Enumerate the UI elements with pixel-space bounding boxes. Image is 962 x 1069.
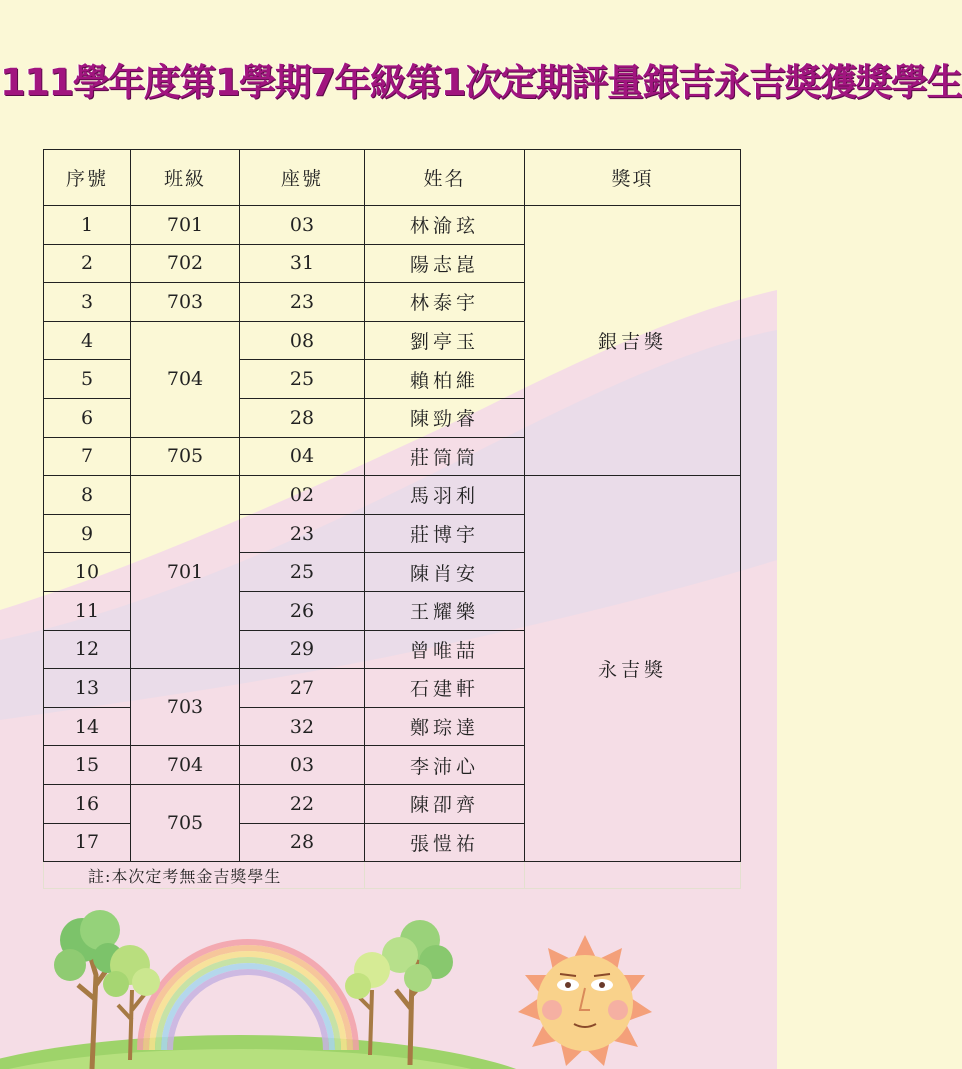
name-cell: 陳卲齊: [365, 784, 525, 823]
name-cell: 陳勁睿: [365, 398, 525, 437]
award-cell-silver: 銀吉獎: [525, 206, 741, 476]
name-cell: 李沛心: [365, 746, 525, 785]
class-cell: 701: [131, 206, 240, 245]
table-row: [44, 206, 741, 245]
award-cell-forever: 永吉獎: [525, 476, 741, 862]
seat-cell: 22: [240, 784, 365, 823]
note-blank-cell: [525, 862, 741, 889]
name-cell: 林泰宇: [365, 283, 525, 322]
name-cell: 鄭琮達: [365, 707, 525, 746]
class-cell: 701: [131, 476, 240, 669]
header-name: 姓名: [365, 150, 525, 206]
award-table: [43, 149, 741, 889]
name-cell: 王耀樂: [365, 591, 525, 630]
header-seq: 序號: [44, 150, 131, 206]
class-cell: 705: [131, 784, 240, 861]
class-cell: 705: [131, 437, 240, 476]
seq-cell: 8: [44, 476, 131, 515]
note-text: 註:本次定考無金吉獎學生: [44, 862, 365, 889]
seat-cell: 27: [240, 669, 365, 708]
class-cell: 704: [131, 321, 240, 437]
seat-cell: 23: [240, 514, 365, 553]
seat-cell: 25: [240, 360, 365, 399]
seq-cell: 13: [44, 669, 131, 708]
name-cell: 張愷祐: [365, 823, 525, 862]
seq-cell: 17: [44, 823, 131, 862]
name-cell: 林渝玹: [365, 206, 525, 245]
seat-cell: 25: [240, 553, 365, 592]
name-cell: 曾唯喆: [365, 630, 525, 669]
note-blank-cell: [365, 862, 525, 889]
seq-cell: 12: [44, 630, 131, 669]
header-award: 獎項: [525, 150, 741, 206]
seat-cell: 08: [240, 321, 365, 360]
header-seat: 座號: [240, 150, 365, 206]
seq-cell: 14: [44, 707, 131, 746]
seat-cell: 23: [240, 283, 365, 322]
seat-cell: 02: [240, 476, 365, 515]
header-class: 班級: [131, 150, 240, 206]
name-cell: 陽志崑: [365, 244, 525, 283]
name-cell: 石建軒: [365, 669, 525, 708]
class-cell: 702: [131, 244, 240, 283]
name-cell: 莊筒筒: [365, 437, 525, 476]
seq-cell: 15: [44, 746, 131, 785]
name-cell: 賴柏維: [365, 360, 525, 399]
class-cell: 703: [131, 283, 240, 322]
seat-cell: 28: [240, 823, 365, 862]
page-title: 111學年度第1學期7年級第1次定期評量銀吉永吉獎獲獎學生: [0, 61, 962, 104]
seq-cell: 5: [44, 360, 131, 399]
seat-cell: 04: [240, 437, 365, 476]
seq-cell: 11: [44, 591, 131, 630]
seat-cell: 03: [240, 746, 365, 785]
seq-cell: 2: [44, 244, 131, 283]
name-cell: 馬羽利: [365, 476, 525, 515]
seq-cell: 1: [44, 206, 131, 245]
header-row: [44, 150, 741, 206]
seq-cell: 16: [44, 784, 131, 823]
seat-cell: 28: [240, 398, 365, 437]
seq-cell: 7: [44, 437, 131, 476]
seat-cell: 32: [240, 707, 365, 746]
class-cell: 704: [131, 746, 240, 785]
class-cell: 703: [131, 669, 240, 746]
name-cell: 莊博宇: [365, 514, 525, 553]
seq-cell: 9: [44, 514, 131, 553]
seq-cell: 4: [44, 321, 131, 360]
seat-cell: 26: [240, 591, 365, 630]
seq-cell: 10: [44, 553, 131, 592]
seq-cell: 3: [44, 283, 131, 322]
seat-cell: 03: [240, 206, 365, 245]
seat-cell: 29: [240, 630, 365, 669]
seq-cell: 6: [44, 398, 131, 437]
table-row: [44, 476, 741, 515]
seat-cell: 31: [240, 244, 365, 283]
name-cell: 劉亭玉: [365, 321, 525, 360]
name-cell: 陳肖安: [365, 553, 525, 592]
note-row: [44, 862, 741, 889]
